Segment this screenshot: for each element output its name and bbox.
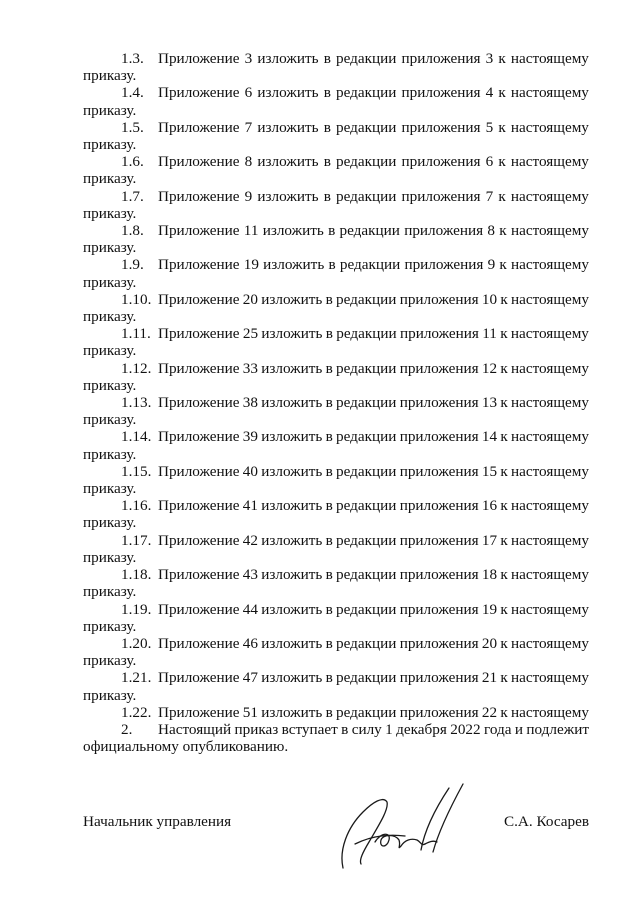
item-word: Приложение <box>158 118 240 136</box>
item-word: приложения <box>401 84 481 102</box>
item-word: к <box>500 325 508 343</box>
order-item <box>83 601 589 635</box>
item-word: к <box>500 394 508 412</box>
item-first-line <box>83 119 589 136</box>
item-word: к <box>498 84 506 102</box>
item-word: к <box>500 531 508 549</box>
item-continuation: приказу. <box>83 204 137 222</box>
item-word: настоящему <box>510 703 589 721</box>
item-word: 6 <box>485 153 494 171</box>
item-word: редакции <box>336 462 397 480</box>
item-word: Приложение <box>158 703 240 721</box>
item-word: приложения <box>400 325 479 343</box>
item-word: 25 <box>242 325 259 343</box>
item-word: изложить <box>261 462 323 480</box>
item-continuation: приказу. <box>83 617 137 635</box>
item-first-line <box>83 325 589 342</box>
item-word: 33 <box>242 359 258 377</box>
item-word: изложить <box>257 50 319 67</box>
item-word: 11 <box>243 222 259 240</box>
item-word: в <box>325 531 333 549</box>
item-continuation: приказу. <box>83 239 137 257</box>
item-word: в <box>325 359 333 377</box>
item-text <box>158 291 589 308</box>
item-word: настоящему <box>510 394 589 412</box>
item-word: к <box>500 290 508 308</box>
item-word: к <box>499 256 507 274</box>
item-number: 1.8. <box>121 222 144 240</box>
item-word: 18 <box>481 566 498 584</box>
item-word: в <box>323 187 331 205</box>
item-word: приложения <box>399 669 479 687</box>
item-word: редакции <box>336 634 397 652</box>
item-word: приложения <box>404 222 484 240</box>
item-text <box>158 325 589 342</box>
item-word: в <box>325 669 333 687</box>
item-word: Настоящий <box>158 720 232 738</box>
item-word: к <box>499 222 507 240</box>
item-text <box>158 84 589 101</box>
item-word: Приложение <box>158 290 240 308</box>
item-word: Приложение <box>158 497 240 515</box>
item-word: 47 <box>242 669 258 687</box>
item-text <box>158 360 589 377</box>
item-word: к <box>500 703 508 721</box>
item-word: редакции <box>336 290 397 308</box>
item-word: 15 <box>481 462 498 480</box>
order-items-list <box>83 50 589 755</box>
item-word: 39 <box>242 428 258 446</box>
item-word: к <box>498 153 506 171</box>
order-item <box>83 360 589 394</box>
order-item <box>83 532 589 566</box>
item-text <box>158 463 589 480</box>
item-word: приложения <box>399 703 479 721</box>
item-word: к <box>500 428 508 446</box>
item-word: 4 <box>485 84 494 102</box>
order-item <box>83 50 589 84</box>
item-text <box>158 428 589 445</box>
item-text <box>158 394 589 411</box>
item-word: 20 <box>481 634 498 652</box>
item-continuation: приказу. <box>83 170 137 188</box>
item-first-line <box>83 704 589 721</box>
item-word: настоящему <box>510 566 589 584</box>
item-word: в <box>325 428 333 446</box>
item-continuation: приказу. <box>83 308 137 326</box>
item-word: 7 <box>244 118 253 136</box>
item-number: 1.3. <box>121 50 144 67</box>
order-item <box>83 704 589 721</box>
item-word: настоящему <box>510 600 589 618</box>
item-word: редакции <box>339 256 401 274</box>
item-word: приложения <box>404 256 484 274</box>
item-word: изложить <box>261 531 323 549</box>
item-word: приложения <box>399 359 479 377</box>
item-word: настоящему <box>510 50 589 67</box>
item-word: в <box>325 325 333 343</box>
item-word: редакции <box>336 497 397 515</box>
item-word: Приложение <box>158 566 240 584</box>
item-text <box>158 635 589 652</box>
item-word: 38 <box>242 394 258 412</box>
item-word: 2022 <box>450 720 481 738</box>
item-word: 51 <box>242 703 258 721</box>
order-item <box>83 566 589 600</box>
item-first-line <box>83 256 589 273</box>
item-number: 1.4. <box>121 84 144 102</box>
item-continuation: приказу. <box>83 136 137 154</box>
item-word: 5 <box>485 118 494 136</box>
item-number: 1.18. <box>121 566 152 584</box>
item-word: изложить <box>261 290 323 308</box>
item-first-line <box>83 635 589 652</box>
item-first-line <box>83 669 589 686</box>
item-word: к <box>498 50 506 67</box>
item-first-line <box>83 360 589 377</box>
item-text <box>158 50 589 67</box>
item-word: к <box>498 118 506 136</box>
signer-name: С.А. Косарев <box>503 813 589 830</box>
item-word: 17 <box>481 531 498 549</box>
item-word: года <box>483 720 512 738</box>
item-word: изложить <box>261 394 323 412</box>
item-number: 1.20. <box>121 634 152 652</box>
item-word: редакции <box>336 84 397 102</box>
item-continuation: официальному опубликованию. <box>83 738 289 756</box>
item-text <box>158 532 589 549</box>
item-word: изложить <box>261 669 323 687</box>
item-word: в <box>323 84 331 102</box>
item-number: 1.12. <box>121 359 152 377</box>
item-text <box>158 721 589 738</box>
item-continuation: приказу. <box>83 101 137 119</box>
item-word: 42 <box>242 531 258 549</box>
item-word: настоящему <box>510 153 589 171</box>
order-item <box>83 84 589 118</box>
item-word: приказ <box>234 720 279 738</box>
item-first-line <box>83 188 589 205</box>
item-word: и <box>514 720 523 738</box>
item-word: настоящему <box>510 118 589 136</box>
item-word: 8 <box>244 153 253 171</box>
item-word: 14 <box>481 428 498 446</box>
item-first-line <box>83 497 589 514</box>
item-word: 3 <box>485 50 494 67</box>
item-number: 1.13. <box>121 394 152 412</box>
item-continuation: приказу. <box>83 652 137 670</box>
item-word: 1 <box>385 720 393 738</box>
item-number: 1.9. <box>121 256 144 274</box>
item-word: изложить <box>257 153 319 171</box>
item-word: приложения <box>399 462 479 480</box>
item-word: изложить <box>257 187 319 205</box>
item-first-line <box>83 84 589 101</box>
item-word: Приложение <box>158 634 240 652</box>
item-word: Приложение <box>158 462 240 480</box>
item-word: вступает <box>281 720 338 738</box>
item-word: редакции <box>339 222 400 240</box>
item-word: редакции <box>336 669 397 687</box>
order-item <box>83 325 589 359</box>
item-word: 41 <box>242 497 258 515</box>
item-word: приложения <box>399 634 479 652</box>
item-word: в <box>323 118 331 136</box>
item-word: изложить <box>261 600 323 618</box>
item-word: редакции <box>336 359 397 377</box>
order-item <box>83 119 589 153</box>
item-number: 1.17. <box>121 531 152 549</box>
item-number: 1.11. <box>121 325 151 343</box>
item-word: редакции <box>336 118 397 136</box>
item-word: изложить <box>262 222 324 240</box>
order-item <box>83 428 589 462</box>
item-word: силу <box>351 720 382 738</box>
item-word: 19 <box>481 600 498 618</box>
order-item <box>83 635 589 669</box>
item-word: 40 <box>242 462 258 480</box>
item-continuation: приказу. <box>83 411 137 429</box>
item-first-line <box>83 222 589 239</box>
order-item <box>83 497 589 531</box>
item-text <box>158 566 589 583</box>
item-word: Приложение <box>158 187 240 205</box>
item-word: настоящему <box>510 187 589 205</box>
item-word: редакции <box>336 703 397 721</box>
item-number: 2. <box>121 720 133 738</box>
item-word: 9 <box>487 256 496 274</box>
item-continuation: приказу. <box>83 548 137 566</box>
item-word: Приложение <box>158 600 240 618</box>
item-text <box>158 669 589 686</box>
item-word: 44 <box>242 600 258 618</box>
item-word: изложить <box>263 256 325 274</box>
item-word: изложить <box>257 84 319 102</box>
item-word: в <box>325 497 333 515</box>
item-word: настоящему <box>510 428 589 446</box>
item-continuation: приказу. <box>83 445 137 463</box>
item-word: к <box>500 462 508 480</box>
item-word: приложения <box>399 497 479 515</box>
item-word: в <box>325 703 333 721</box>
item-word: 11 <box>482 325 497 343</box>
item-word: приложения <box>399 290 479 308</box>
item-first-line <box>83 532 589 549</box>
item-word: в <box>325 290 333 308</box>
order-item <box>83 153 589 187</box>
item-word: к <box>500 600 508 618</box>
item-number: 1.16. <box>121 497 152 515</box>
item-number: 1.22. <box>121 703 152 721</box>
item-word: изложить <box>261 566 323 584</box>
item-number: 1.7. <box>121 187 144 205</box>
item-first-line <box>83 428 589 445</box>
item-word: 8 <box>487 222 495 240</box>
item-text <box>158 188 589 205</box>
item-word: 7 <box>485 187 494 205</box>
item-word: Приложение <box>158 153 240 171</box>
item-number: 1.19. <box>121 600 152 618</box>
item-word: 19 <box>243 256 259 274</box>
item-word: редакции <box>336 566 397 584</box>
item-first-line <box>83 50 589 67</box>
item-first-line <box>83 566 589 583</box>
item-number: 1.5. <box>121 118 144 136</box>
item-first-line <box>83 153 589 170</box>
item-word: Приложение <box>158 394 240 412</box>
item-word: 6 <box>244 84 253 102</box>
item-word: редакции <box>336 531 397 549</box>
item-word: настоящему <box>510 669 589 687</box>
item-word: изложить <box>261 359 323 377</box>
item-word: приложения <box>399 394 479 412</box>
item-word: редакции <box>336 325 397 343</box>
order-item <box>83 394 589 428</box>
item-word: Приложение <box>158 325 240 343</box>
item-word: редакции <box>336 50 397 67</box>
position-title: Начальник управления <box>83 813 232 830</box>
item-word: изложить <box>261 703 323 721</box>
item-word: настоящему <box>511 256 589 274</box>
item-word: к <box>500 359 508 377</box>
item-word: редакции <box>336 600 397 618</box>
item-word: в <box>325 566 333 584</box>
item-first-line <box>83 463 589 480</box>
item-word: в <box>325 394 333 412</box>
item-word: приложения <box>401 118 481 136</box>
item-word: настоящему <box>510 462 589 480</box>
item-continuation: приказу. <box>83 376 137 394</box>
item-number: 1.6. <box>121 153 144 171</box>
item-word: в <box>328 222 336 240</box>
item-word: в <box>323 50 331 67</box>
item-word: Приложение <box>158 222 240 240</box>
order-item <box>83 188 589 222</box>
item-word: редакции <box>336 394 397 412</box>
item-continuation: приказу. <box>83 514 137 532</box>
item-first-line <box>83 601 589 618</box>
item-word: редакции <box>336 187 397 205</box>
signature-block <box>83 813 589 833</box>
item-word: декабря <box>396 720 447 738</box>
item-first-line <box>83 721 589 738</box>
order-item <box>83 463 589 497</box>
item-word: в <box>323 153 331 171</box>
item-word: изложить <box>257 118 319 136</box>
item-word: к <box>500 669 508 687</box>
item-word: Приложение <box>158 84 240 102</box>
item-continuation: приказу. <box>83 480 137 498</box>
item-text <box>158 601 589 618</box>
final-clause <box>83 721 589 755</box>
item-word: к <box>500 497 508 515</box>
item-number: 1.21. <box>121 669 152 687</box>
item-word: изложить <box>261 325 323 343</box>
item-word: 10 <box>481 290 498 308</box>
item-word: Приложение <box>158 531 240 549</box>
item-word: к <box>498 187 506 205</box>
item-text <box>158 704 589 721</box>
item-word: настоящему <box>510 531 589 549</box>
item-number: 1.15. <box>121 462 152 480</box>
item-word: к <box>500 566 508 584</box>
item-text <box>158 119 589 136</box>
item-word: настоящему <box>510 84 589 102</box>
item-number: 1.10. <box>121 290 152 308</box>
item-text <box>158 497 589 514</box>
item-word: в <box>325 462 333 480</box>
item-word: в <box>325 634 333 652</box>
item-word: 9 <box>244 187 253 205</box>
item-word: приложения <box>401 153 481 171</box>
item-word: настоящему <box>510 497 589 515</box>
item-word: Приложение <box>158 669 240 687</box>
order-item <box>83 669 589 703</box>
item-word: приложения <box>399 566 479 584</box>
item-word: 46 <box>242 634 258 652</box>
item-word: 21 <box>481 669 498 687</box>
item-word: 22 <box>481 703 498 721</box>
item-text <box>158 222 589 239</box>
item-text <box>158 256 589 273</box>
item-number: 1.14. <box>121 428 152 446</box>
order-item <box>83 222 589 256</box>
item-word: в <box>328 256 336 274</box>
item-text <box>158 153 589 170</box>
item-word: настоящему <box>510 290 589 308</box>
order-item <box>83 291 589 325</box>
item-word: редакции <box>336 428 397 446</box>
item-word: настоящему <box>510 325 589 343</box>
item-word: приложения <box>399 600 479 618</box>
item-word: настоящему <box>510 222 589 240</box>
item-word: настоящему <box>510 359 589 377</box>
item-word: в <box>325 600 333 618</box>
item-word: 12 <box>481 359 498 377</box>
item-continuation: приказу. <box>83 67 137 85</box>
item-word: в <box>341 720 349 738</box>
item-word: Приложение <box>158 428 240 446</box>
item-word: настоящему <box>510 634 589 652</box>
item-word: приложения <box>399 428 479 446</box>
item-word: Приложение <box>158 256 240 274</box>
item-continuation: приказу. <box>83 273 137 291</box>
item-continuation: приказу. <box>83 583 137 601</box>
item-word: приложения <box>401 187 481 205</box>
item-word: редакции <box>336 153 397 171</box>
item-word: изложить <box>261 428 323 446</box>
order-item <box>83 256 589 290</box>
item-word: подлежит <box>526 720 589 738</box>
item-word: приложения <box>399 531 479 549</box>
item-word: 3 <box>244 50 253 67</box>
item-word: 13 <box>481 394 498 412</box>
item-word: 43 <box>242 566 258 584</box>
item-word: Приложение <box>158 359 240 377</box>
item-word: 20 <box>242 290 258 308</box>
item-continuation: приказу. <box>83 342 137 360</box>
item-first-line <box>83 291 589 308</box>
item-word: изложить <box>261 497 323 515</box>
item-continuation: приказу. <box>83 686 137 704</box>
item-word: к <box>500 634 508 652</box>
item-word: Приложение <box>158 50 240 67</box>
item-word: 16 <box>481 497 498 515</box>
item-word: изложить <box>261 634 323 652</box>
item-word: приложения <box>401 50 481 67</box>
item-first-line <box>83 394 589 411</box>
